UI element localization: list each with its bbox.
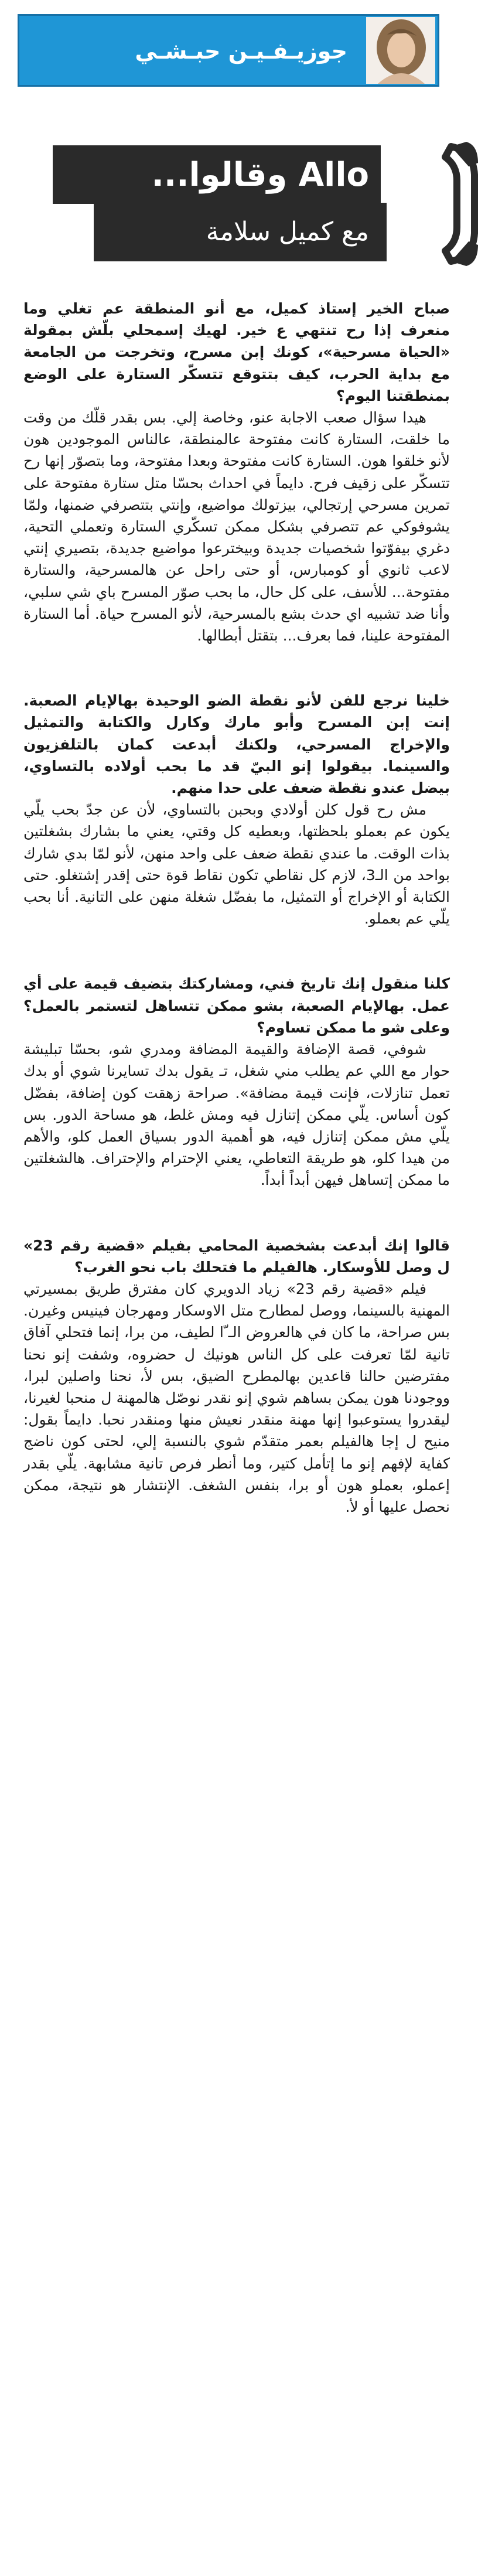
telephone-handset-icon [363,139,478,268]
interview-question: صباح الخير إستاذ كميل، مع أنو المنطقة عم تغلي وما منعرف إذا رح تنتهي ع خير. لهيك إسمحلي بلّش بمقولة «الحياة مسرحية»، كونك إبن مسرح، وتخرجت من الجامعة مع بداية الحرب، كيف بتتوقع تتسكّر الستارة على الوضع بمنطقتنا اليوم؟ [23,300,450,404]
column-header [35,139,469,268]
interview-answer: شوفي، قصة الإضافة والقيمة المضافة ومدري شو، بحسّا تبليشة حوار مع اللي عم يطلب مني شغل، تـ يقول بدك تسايرنا شوي أو بدك تعمل تنازلات، فإنت قيمة مضافة». صراحة زهقت كون إضافة، بفضّل كون أساس. يلّي ممكن إتنازل فيه ومش غلط، هو مساحة الدور. بس يلّي مش ممكن إتنازل فيه، هو أهمية الدور بسياق العمل كلو، والأهم من هيدا كلو، هو طريقة التعاطي، يعني الإحترام والإحتراف. هالشغلتين ما ممكن إتساهل فيهن أبداً أبداً. [23,1041,450,1189]
author-portrait [366,17,435,84]
interview-question: خلينا نرجع للفن لأنو نقطة الضو الوحيدة بهالإيام الصعبة. إنت إبن المسرح وأبو مارك وكارل والكتابة والتمثيل والإخراج المسرحي، ولكنك أبدعت كمان بالتلفزيون والسينما. بيقولوا إنو البيّ قد ما بحب أولاده بالتساوي، بيضل عندو نقطة ضعف على حدا منهم. [23,692,450,797]
qa-block [23,690,450,929]
qa-block [23,973,450,1191]
column-title: Allo وقالوا... [151,156,369,194]
interview-answer: فيلم «قضية رقم 23» زياد الدويري كان مفترق طريق بمسيرتي المهنية بالسينما، ووصل لمطارح متل الاوسكار ومهرجان فينيس وغيرن. بس صراحة، ما كان في هالعروض الـ ّا لطيف، من برا، إنما فتحلي آفاق تانية لمّا تعرفت على كل الناس هونيك ل حضروه، وشفت إنو نحنا مفترضين حالنا قاعدين بهالمطرح الضيق، بس لأ، نحنا واصلين لبرا، ووجودنا هون يمكن بساهم شوي إنو نقدر نوصّل هالمهنة ل منحبا لغيرنا، ليقدروا يستوعبوا إنها مهنة منقدر نعيش منها ومنقدر نحبا. دايماً بقول: منيح ل إجا هالفيلم بعمر متقدّم شوي بالنسبة إلي، لحتى كون ناضج كفاية لإفهم إنو ما إتأمل كتير، وما أنطر فرص تانية مشابهة. يلّي بقدر إعملو، بعملو هون أو برا، بنفس الشغف. الإنتشار هو نتيجة، ممكن نحصل عليها أو لأ. [23,1280,450,1515]
interview-question: كلنا منقول إنك تاريخ فني، ومشاركتك بتضيف قيمة على أي عمل. بهالإيام الصعبة، بشو ممكن تتساهل لتستمر بالعمل؟ وعلى شو ما ممكن تساوم؟ [23,975,450,1036]
interview-article [23,298,450,1518]
author-portrait-drawing [366,17,435,84]
interview-answer: مش رح قول كلن أولادي وبحبن بالتساوي، لأن عن جدّ بحب يلّي يكون عم بعملو بلحظتها، وبعطيه كل وقتي، يعني ما بشارك بشغلتين بذات الوقت. ما عندي نقطة ضعف على واحد منهن، لأنو لمّا بدي شارك بواحد من الـ3، لازم كل نقاطي تكون نقاط قوة حتى إقدر إشتغلو. حتى الكتابة أو الإخراج أو التمثيل، ما بفضّل شغلة منهن على التانية. أنا بحب يلّي عم بعملو. [23,801,450,928]
qa-block [23,298,450,646]
author-banner [18,14,439,87]
interview-question: قالوا إنك أبدعت بشخصية المحامي بفيلم «قضية رقم 23» ل وصل للأوسكار. هالفيلم ما فتحلك باب نحو الغرب؟ [23,1236,450,1276]
qa-block [23,1235,450,1518]
interview-answer: هيدا سؤال صعب الاجابة عنو، وخاصة إلي. بس بقدر قلّك من وقت ما خلقت، الستارة كانت مفتوحة عالمنطقة، عالناس الموجودين هون لأنو خلقوا هون. الستارة كانت مفتوحة وبعدا مفتوحة، وما بتصوّر إنها رح تتسكّر على زقيف فرح. دايماً في احداث بحسّا متل ستارة مفتوحة على تمرين مسرحي إرتجالي، بيزتولك مواضيع، وإنتي بتتصرفي ضمنها، ولمّا يشوفوكي عم تتصرفي بشكل ممكن تسكّري الستارة وتعملي التحية، دغري بيفوّتوا شخصيات جديدة وبيخترعوا مواضيع جديدة، بتصيري إنتي لاعب ثانوي أو كومبارس، أو حتى راحل عن هالمسرحية، والستارة مفتوحة... للأسف، على كل حال، ما بحب صوّر المسرح باي شي سلبي، وأنا ضد تشبيه اي حدث بشع بالمسرحية، لأنو المسرح حياة. أما الستارة المفتوحة علينا، فما بعرف... بتقتل أبطالها. [23,409,450,645]
column-subtitle: مع كميل سلامة [206,217,369,247]
author-name: جوزيـفـيـن حبـشـي [135,38,347,64]
